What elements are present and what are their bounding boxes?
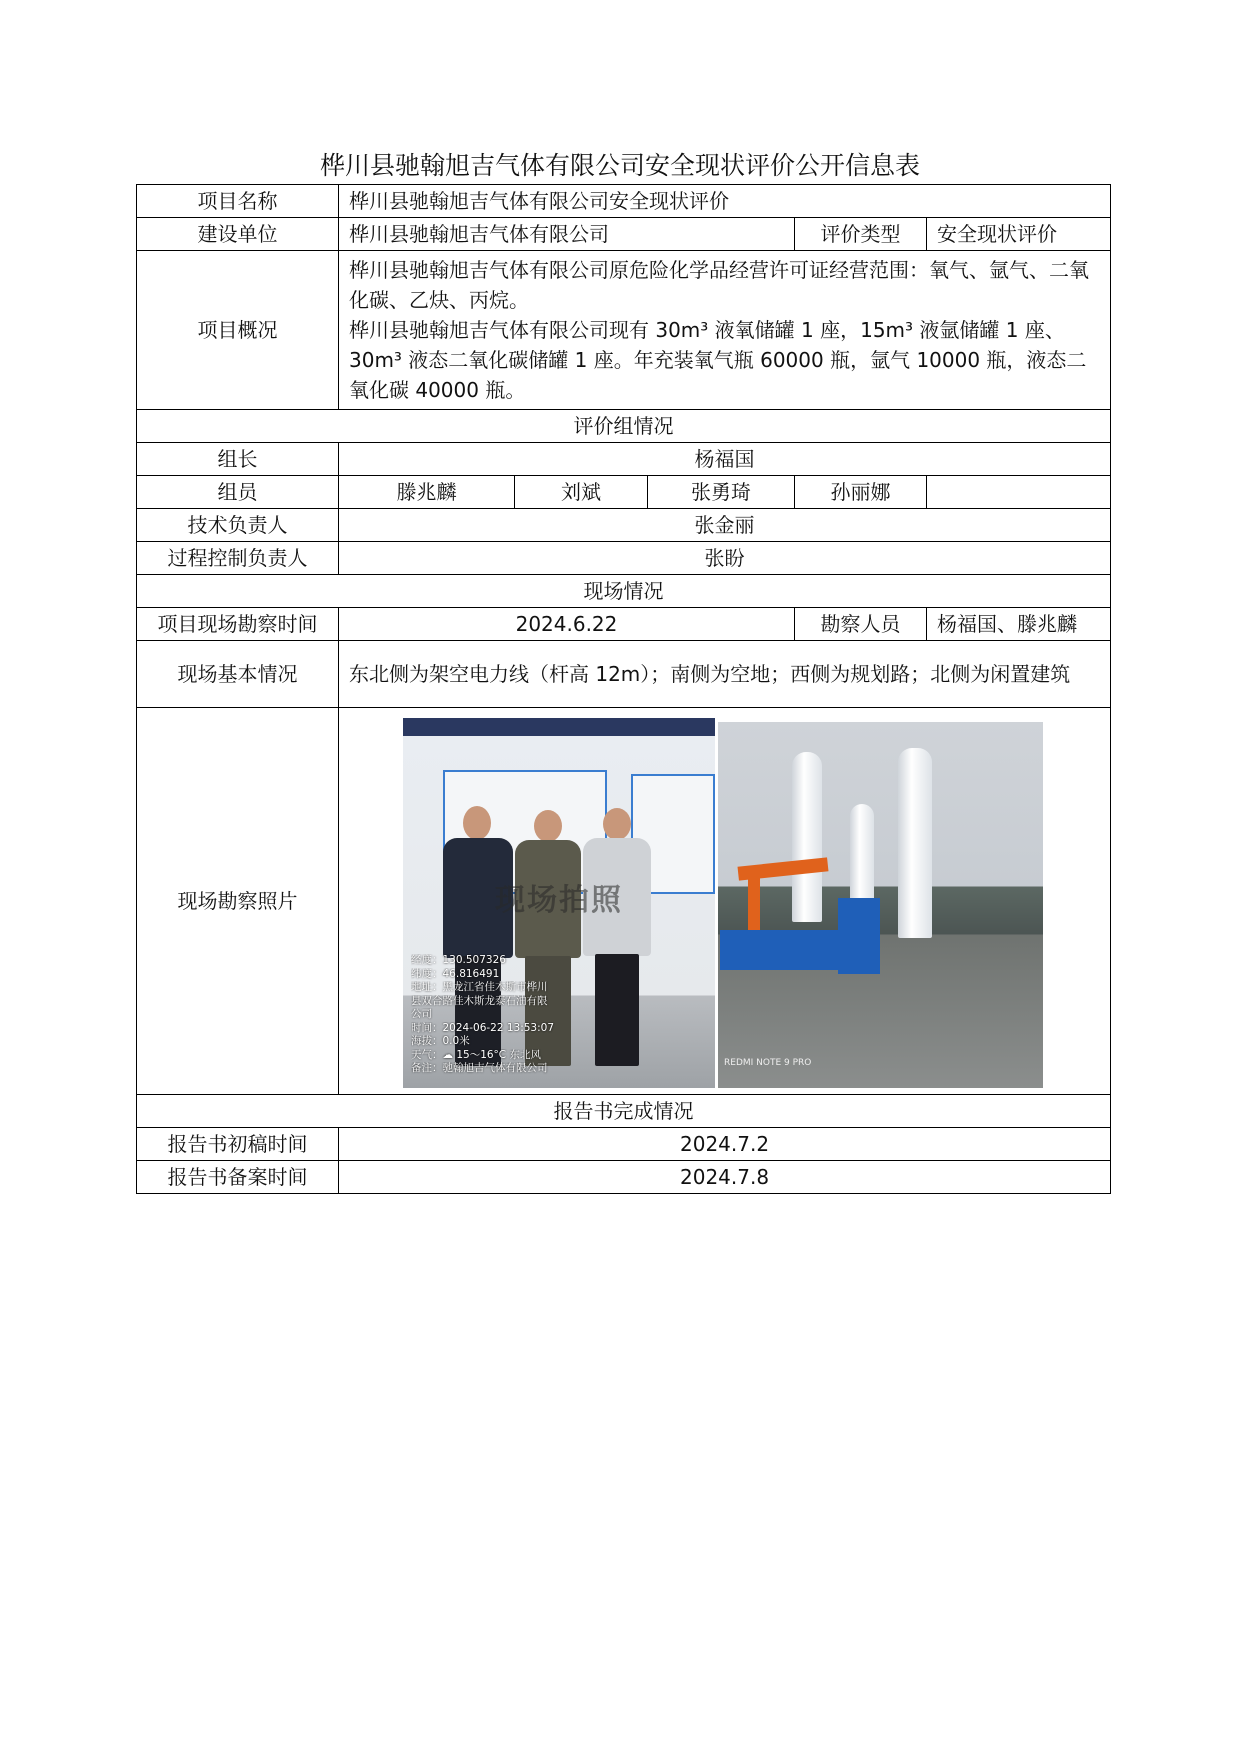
overview-paragraph-2: 桦川县驰翰旭吉气体有限公司现有 30m³ 液氧储罐 1 座，15m³ 液氩储罐 1 座、30m³ 液态二氧化碳储罐 1 座。年充装氧气瓶 60000 瓶，氩气 10000 瓶，液态二氧化碳 40000 瓶。 xyxy=(349,318,1087,402)
survey-team-photo xyxy=(403,718,715,1088)
group-member-5 xyxy=(927,476,1111,509)
evaluation-type-label: 评价类型 xyxy=(795,218,927,251)
row-group-section xyxy=(137,410,1111,443)
process-lead-value: 张盼 xyxy=(339,542,1111,575)
evaluation-type-value: 安全现状评价 xyxy=(927,218,1111,251)
row-project-overview xyxy=(137,251,1111,410)
tank-3 xyxy=(898,748,932,938)
construction-unit-label: 建设单位 xyxy=(137,218,339,251)
photo-geo-stamp: 经度：130.507326 纬度：46.816491 地址：黑龙江省佳木斯市桦川 县双合路佳木斯龙泰石油有限 公司 时间：2024-06-22 13:53:07 海拔：0.0米 天气：☁ 15～16°C 东北风 备注：驰翰旭吉气体有限公司 xyxy=(411,954,555,1074)
group-leader-label: 组长 xyxy=(137,443,339,476)
tank-1 xyxy=(792,752,822,922)
row-group-leader xyxy=(137,443,1111,476)
site-section-title: 现场情况 xyxy=(137,575,1111,608)
site-photo-cell xyxy=(339,708,1111,1095)
site-basic-label: 现场基本情况 xyxy=(137,641,339,708)
project-overview-value xyxy=(339,251,1111,410)
site-basic-value: 东北侧为架空电力线（杆高 12m）；南侧为空地；西侧为规划路；北侧为闲置建筑 xyxy=(339,641,1111,708)
tech-lead-value: 张金丽 xyxy=(339,509,1111,542)
report-filing-label: 报告书备案时间 xyxy=(137,1161,339,1194)
row-survey-time xyxy=(137,608,1111,641)
survey-time-value: 2024.6.22 xyxy=(339,608,795,641)
info-table xyxy=(136,184,1111,1194)
row-site-section xyxy=(137,575,1111,608)
overview-paragraph-1: 桦川县驰翰旭吉气体有限公司原危险化学品经营许可证经营范围：氧气、氩气、二氧化碳、乙炔、丙烷。 xyxy=(349,258,1089,312)
report-draft-value: 2024.7.2 xyxy=(339,1128,1111,1161)
row-report-filing xyxy=(137,1161,1111,1194)
row-construction-unit xyxy=(137,218,1111,251)
project-name-value: 桦川县驰翰旭吉气体有限公司安全现状评价 xyxy=(339,185,1111,218)
site-photo-label: 现场勘察照片 xyxy=(137,708,339,1095)
project-overview-label: 项目概况 xyxy=(137,251,339,410)
group-members-label: 组员 xyxy=(137,476,339,509)
process-lead-label: 过程控制负责人 xyxy=(137,542,339,575)
report-section-title: 报告书完成情况 xyxy=(137,1095,1111,1128)
survey-staff-label: 勘察人员 xyxy=(795,608,927,641)
page-title: 桦川县驰翰旭吉气体有限公司安全现状评价公开信息表 xyxy=(319,151,920,180)
site-photos xyxy=(339,708,1110,1094)
construction-unit-value: 桦川县驰翰旭吉气体有限公司 xyxy=(339,218,795,251)
row-site-basic xyxy=(137,641,1111,708)
group-member-2: 刘斌 xyxy=(515,476,648,509)
row-site-photos xyxy=(137,708,1111,1095)
group-leader-value: 杨福国 xyxy=(339,443,1111,476)
camera-tag: REDMI NOTE 9 PRO xyxy=(724,1058,812,1068)
group-member-4: 孙丽娜 xyxy=(795,476,927,509)
photo-watermark: 现场拍照 xyxy=(495,883,623,918)
truck-cab xyxy=(838,898,880,974)
group-section-title: 评价组情况 xyxy=(137,410,1111,443)
row-project-name xyxy=(137,185,1111,218)
row-tech-lead xyxy=(137,509,1111,542)
survey-time-label: 项目现场勘察时间 xyxy=(137,608,339,641)
row-report-section xyxy=(137,1095,1111,1128)
survey-staff-value: 杨福国、滕兆麟 xyxy=(927,608,1111,641)
report-filing-value: 2024.7.8 xyxy=(339,1161,1111,1194)
project-name-label: 项目名称 xyxy=(137,185,339,218)
tech-lead-label: 技术负责人 xyxy=(137,509,339,542)
truck-bed xyxy=(720,930,840,970)
storage-tank-photo xyxy=(718,722,1043,1088)
row-group-members xyxy=(137,476,1111,509)
group-member-3: 张勇琦 xyxy=(648,476,795,509)
row-report-draft xyxy=(137,1128,1111,1161)
report-draft-label: 报告书初稿时间 xyxy=(137,1128,339,1161)
row-process-lead xyxy=(137,542,1111,575)
group-member-1: 滕兆麟 xyxy=(339,476,515,509)
